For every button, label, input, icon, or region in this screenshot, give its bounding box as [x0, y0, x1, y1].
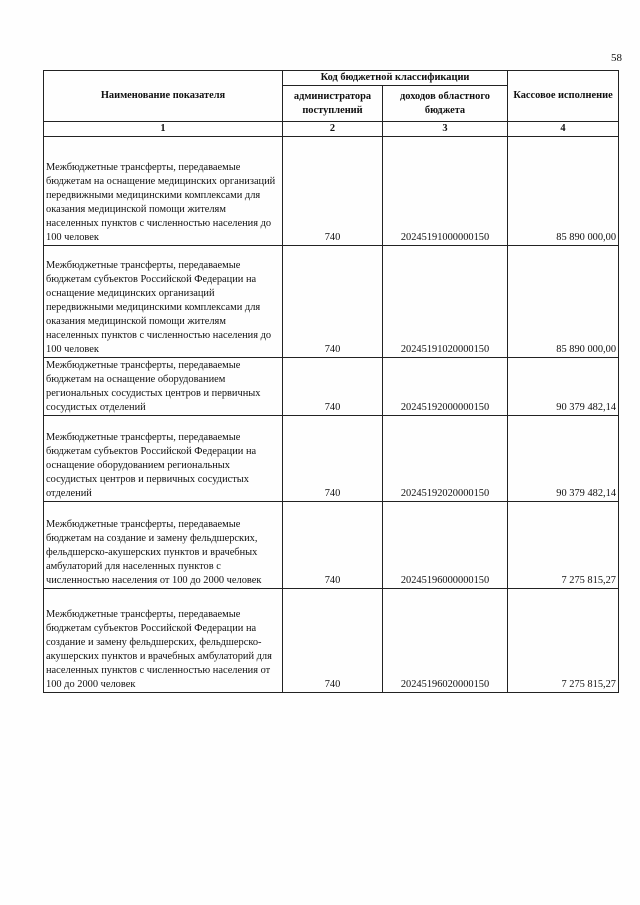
row-amount: 90 379 482,14	[508, 416, 619, 502]
row-name: Межбюджетные трансферты, передаваемые бюджетам субъектов Российской Федерации на оснащение медицинских организаций передвижными медицинскими комплексами для оказания медицинской помощи жителям населенных пунктов с численностью населения до 100 человек	[44, 246, 283, 358]
row-name: Межбюджетные трансферты, передаваемые бюджетам субъектов Российской Федерации на создание и замену фельдшерских, фельдшерско-акушерских пунктов и врачебных амбулаторий для населенных пунктов с численностью населения от 100 до 2000 человек	[44, 589, 283, 693]
row-admin-code: 740	[283, 502, 383, 589]
col-number-3: 3	[383, 122, 508, 137]
row-income-code: 20245192020000150	[383, 416, 508, 502]
row-name: Межбюджетные трансферты, передаваемые бюджетам субъектов Российской Федерации на оснащение оборудованием региональных сосудистых центров и первичных сосудистых отделений	[44, 416, 283, 502]
table-row	[44, 358, 619, 416]
row-amount: 7 275 815,27	[508, 589, 619, 693]
table-row	[44, 246, 619, 358]
row-income-code: 20245196000000150	[383, 502, 508, 589]
row-admin-code: 740	[283, 416, 383, 502]
page-number: 58	[611, 52, 622, 64]
col-number-2: 2	[283, 122, 383, 137]
col-header-execution: Кассовое исполнение	[508, 71, 619, 122]
row-admin-code: 740	[283, 358, 383, 416]
col-header-classification: Код бюджетной классификации	[283, 71, 508, 86]
row-amount: 85 890 000,00	[508, 137, 619, 246]
row-amount: 7 275 815,27	[508, 502, 619, 589]
row-income-code: 20245196020000150	[383, 589, 508, 693]
row-name: Межбюджетные трансферты, передаваемые бюджетам на оснащение оборудованием региональных сосудистых центров и первичных сосудистых отделений	[44, 358, 283, 416]
col-header-admin: администратора поступлений	[283, 86, 383, 122]
budget-table	[43, 70, 619, 693]
row-income-code: 20245191000000150	[383, 137, 508, 246]
col-number-4: 4	[508, 122, 619, 137]
col-header-income: доходов областного бюджета	[383, 86, 508, 122]
row-income-code: 20245191020000150	[383, 246, 508, 358]
table-row	[44, 137, 619, 246]
table-row	[44, 589, 619, 693]
row-admin-code: 740	[283, 246, 383, 358]
row-name: Межбюджетные трансферты, передаваемые бюджетам на оснащение медицинских организаций передвижными медицинскими комплексами для оказания медицинской помощи жителям населенных пунктов с численностью населения до 100 человек	[44, 137, 283, 246]
col-number-1: 1	[44, 122, 283, 137]
row-income-code: 20245192000000150	[383, 358, 508, 416]
row-admin-code: 740	[283, 137, 383, 246]
row-admin-code: 740	[283, 589, 383, 693]
col-header-name: Наименование показателя	[44, 71, 283, 122]
row-name: Межбюджетные трансферты, передаваемые бюджетам на создание и замену фельдшерских, фельдшерско-акушерских пунктов и врачебных амбулаторий для населенных пунктов с численностью населения от 100 до 2000 человек	[44, 502, 283, 589]
row-amount: 90 379 482,14	[508, 358, 619, 416]
table-row	[44, 502, 619, 589]
table-row	[44, 416, 619, 502]
table-header	[44, 71, 619, 137]
row-amount: 85 890 000,00	[508, 246, 619, 358]
